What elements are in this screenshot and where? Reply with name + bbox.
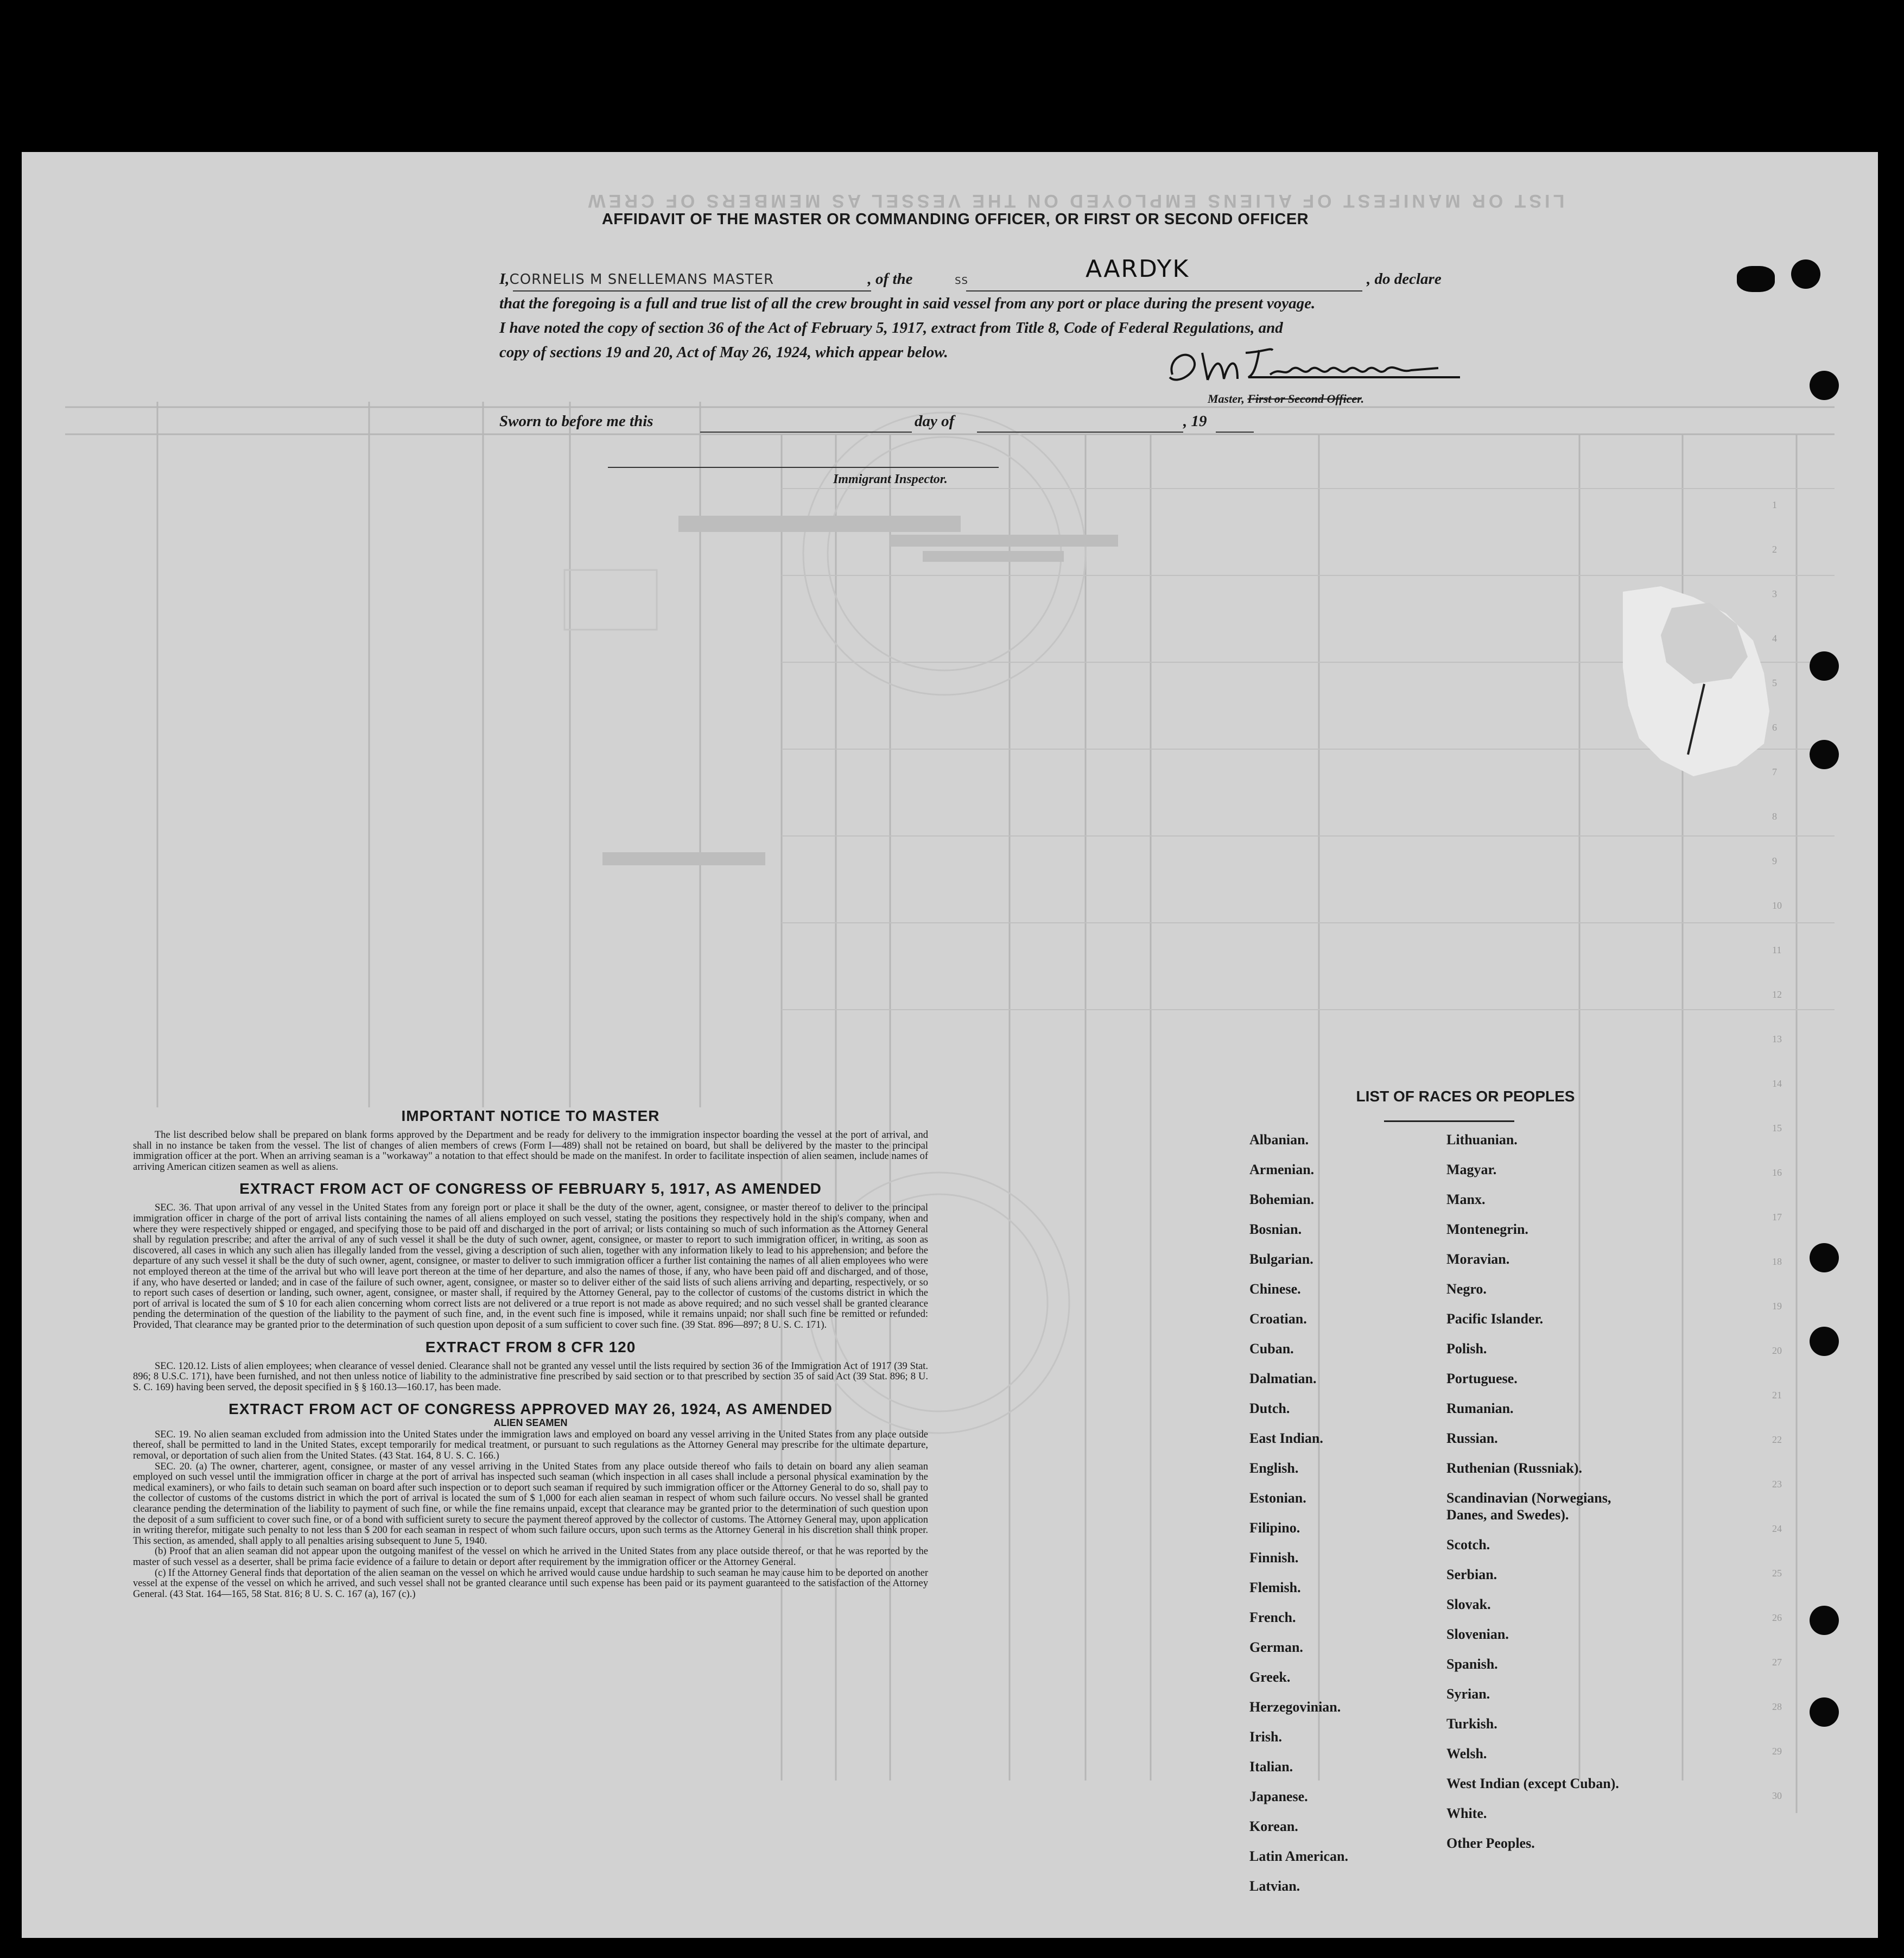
race-item: Albanian.: [1249, 1132, 1309, 1148]
notice-body: The list described below shall be prepared on blank forms approved by the Department and be ready for delivery to the immigration inspector boarding the vessel at the port of arrival, and shall in no instance be taken from the vessel. The list of changes of alien members of crews (Form I—489) shall not be retained on board, but shall be delivered by the master to the principal immigration officer at the port. When an arriving seaman is a "workaway" a notation to that effect should be made on the manifest. In order to facilitate inspection of alien seamen, include names of arriving American citizen seamen as well as aliens.: [133, 1130, 928, 1173]
extract-1924-title: EXTRACT FROM ACT OF CONGRESS APPROVED MAY 26, 1924, AS AMENDED: [229, 1401, 833, 1418]
row-number: 23: [1772, 1479, 1782, 1490]
race-item: White.: [1446, 1805, 1487, 1821]
race-item: Irish.: [1249, 1729, 1282, 1745]
manifest-sheet: [22, 152, 1878, 1938]
race-item: Scandinavian (Norwegians,: [1446, 1490, 1611, 1506]
binder-hole: [1810, 651, 1839, 681]
row-number: 14: [1772, 1078, 1782, 1089]
row-number: 2: [1772, 544, 1777, 555]
race-item: English.: [1249, 1460, 1299, 1476]
race-item: Syrian.: [1446, 1686, 1490, 1702]
race-item: Magyar.: [1446, 1162, 1497, 1177]
inspector-label: Immigrant Inspector.: [833, 472, 948, 486]
declaration-line-2: that the foregoing is a full and true list of all the crew brought in said vessel from any port or place during the present voyage.: [499, 295, 1316, 312]
row-number: 6: [1772, 722, 1777, 733]
extract-cfr-body: SEC. 120.12. Lists of alien employees; when clearance of vessel denied. Clearance shall not be granted any vessel until the lists required by section 36 of the Immigration Act of 1917 (39 Stat. 896; 8 U.S.C. 171), have been furnished, and not then unless notice of liability to the administrative fine prescribed by said section or to that prescribed by section 35 of said Act (39 Stat. 896; 8 U. S. C. 169) having been served, the deposit specified in § § 160.13—160.17, has been made.: [133, 1360, 928, 1393]
race-item: Flemish.: [1249, 1580, 1301, 1595]
row-number: 13: [1772, 1034, 1782, 1044]
race-item: Japanese.: [1249, 1789, 1308, 1804]
row-number: 30: [1772, 1790, 1782, 1801]
row-number: 10: [1772, 900, 1782, 911]
race-item: Filipino.: [1249, 1520, 1300, 1536]
race-item: Dalmatian.: [1249, 1371, 1317, 1386]
race-item: Serbian.: [1446, 1567, 1497, 1582]
race-item: Spanish.: [1446, 1656, 1498, 1672]
vessel-name-underline: [966, 290, 1362, 292]
race-item: Ruthenian (Russniak).: [1446, 1460, 1582, 1476]
declaration-line-1: [499, 270, 1011, 288]
row-number: 16: [1772, 1167, 1782, 1178]
race-item: Manx.: [1446, 1192, 1486, 1207]
races-title: LIST OF RACES OR PEOPLES: [1356, 1088, 1575, 1105]
row-number: 22: [1772, 1434, 1782, 1445]
row-number: 4: [1772, 633, 1777, 644]
caption-end: .: [1361, 392, 1364, 405]
race-item: Montenegrin.: [1446, 1221, 1528, 1237]
race-item: Other Peoples.: [1446, 1835, 1535, 1851]
sworn-text: Sworn to before me this: [499, 413, 653, 430]
race-item: Moravian.: [1446, 1251, 1510, 1267]
binder-hole: [1737, 266, 1775, 292]
extract-cfr-title: EXTRACT FROM 8 CFR 120: [425, 1338, 636, 1355]
race-item: Latvian.: [1249, 1878, 1300, 1894]
race-item: German.: [1249, 1639, 1303, 1655]
row-number: 18: [1772, 1256, 1782, 1267]
race-item: Latin American.: [1249, 1848, 1348, 1864]
race-item: Armenian.: [1249, 1162, 1315, 1177]
month-underline: [977, 432, 1183, 433]
race-item: Herzegovinian.: [1249, 1699, 1341, 1715]
line1-prefix: I,: [499, 270, 510, 288]
row-number: 1: [1772, 499, 1777, 510]
declaration-line-4: copy of sections 19 and 20, Act of May 26, 1924, which appear below.: [499, 344, 948, 361]
reverse-header-ghost: LIST OR MANIFEST OF ALIENS EMPLOYED ON THE VESSEL AS MEMBERS OF CREW: [585, 191, 1565, 211]
extract-1924-sec20a: SEC. 20. (a) The owner, charterer, agent, consignee, or master of any vessel arriving in the United States from any place outside thereof who fails to detain on board any alien seaman employed on such vessel until the immigration officer in charge at the port of arrival has inspected such seaman (which inspection in all cases shall include a personal physical examination by the medical examiners), or who fails to detain such seaman on board after such inspection or to deport such seaman if required by such immigration officer or the Attorney General to do so, shall pay to the collector of customs of the customs district in which the port of arrival is located the sum of $ 1,000 for each alien seaman in respect of whom such failure occurs. No vessel shall be granted clearance pending the determination of the liability to payment of such fine, or while the fine remains unpaid, except that clearance may be granted prior to the determination of such question upon the deposit of a sum sufficient to cover such fine, or of a bond with sufficient surety to secure the payment thereof approved by the collector of customs. The Attorney General may, upon application in writing therefor, mitigate such penalty to not less than $ 200 for each seaman in respect of whom such failure occurs, upon such terms as the Attorney General in his discretion shall think proper. This section, as amended, shall apply to all penalties arising subsequent to June 5, 1940.: [133, 1461, 928, 1547]
race-item: Pacific Islander.: [1446, 1311, 1544, 1327]
race-item: Turkish.: [1446, 1716, 1497, 1732]
extract-1924-sec20c: (c) If the Attorney General finds that deportation of the alien seaman on the vessel on which he arrived would cause undue hardship to such seaman he may cause him to be deported on another vessel at the expense of the vessel on which he arrived, and such vessel shall not be granted clearance until such expense has been paid or its payment guaranteed to the satisfaction of the Attorney General. (43 Stat. 164—165, 58 Stat. 816; 8 U. S. C. 167 (a), 167 (c).): [133, 1567, 928, 1600]
row-number: 8: [1772, 811, 1777, 822]
line1-suffix: , do declare: [1367, 270, 1442, 288]
vessel-prefix-handwritten: SS: [955, 275, 968, 287]
race-item: Estonian.: [1249, 1490, 1306, 1506]
race-item: East Indian.: [1249, 1430, 1323, 1446]
race-item: Finnish.: [1249, 1550, 1299, 1566]
races-title-rule: [1384, 1120, 1514, 1122]
extract-1924-sec20b: (b) Proof that an alien seaman did not appear upon the outgoing manifest of the vessel on which he arrived in the United States from any place outside thereof, or that he was reported by the master of such vessel as a deserter, shall be prima facie evidence of a failure to detain or deport after requirement by the immigration officer or the Attorney General.: [133, 1546, 928, 1568]
line1-mid: , of the: [867, 270, 913, 288]
signature-caption: [1208, 392, 1364, 406]
race-item: French.: [1249, 1610, 1296, 1625]
notice-title: IMPORTANT NOTICE TO MASTER: [401, 1107, 660, 1124]
race-item: Lithuanian.: [1446, 1132, 1518, 1148]
row-number: 17: [1772, 1212, 1782, 1222]
vessel-name: AARDYK: [1086, 255, 1190, 283]
binder-hole: [1810, 740, 1839, 769]
race-item: Slovak.: [1446, 1596, 1491, 1612]
binder-hole: [1791, 259, 1820, 289]
row-number: 21: [1772, 1390, 1782, 1401]
affidavit-title: AFFIDAVIT OF THE MASTER OR COMMANDING OFFICER, OR FIRST OR SECOND OFFICER: [601, 211, 1309, 228]
declaration-line-3: I have noted the copy of section 36 of the Act of February 5, 1917, extract from Title 8, Code of Federal Regulations, and: [499, 319, 1283, 337]
caption-master: Master,: [1208, 392, 1245, 405]
extract-1924-sec19: SEC. 19. No alien seaman excluded from admission into the United States under the immigration laws and employed on board any vessel arriving in the United States from any place outside thereof, shall be permitted to land in the United States, except temporarily for medical treatment, or pursuant to such regulations as the Attorney General may prescribe for the ultimate departure, removal, or deportation of such alien from the United States. (43 Stat. 164, 8 U. S. C. 166.): [133, 1429, 928, 1462]
row-number: 7: [1772, 766, 1777, 777]
binder-hole: [1810, 371, 1839, 400]
extract-1917-title: EXTRACT FROM ACT OF CONGRESS OF FEBRUARY 5, 1917, AS AMENDED: [239, 1180, 822, 1197]
row-number: 26: [1772, 1612, 1782, 1623]
row-number: 27: [1772, 1657, 1782, 1668]
race-item: Portuguese.: [1446, 1371, 1518, 1386]
race-item: Negro.: [1446, 1281, 1487, 1297]
extract-1924-subtitle: ALIEN SEAMEN: [493, 1417, 568, 1429]
row-number: 3: [1772, 588, 1777, 599]
master-name-underline: [513, 290, 871, 292]
row-number: 20: [1772, 1345, 1782, 1356]
race-item: Cuban.: [1249, 1341, 1294, 1357]
race-item: Bosnian.: [1249, 1221, 1302, 1237]
race-item: Croatian.: [1249, 1311, 1307, 1327]
race-item: Russian.: [1446, 1430, 1498, 1446]
row-number: 25: [1772, 1568, 1782, 1579]
year-prefix: , 19: [1183, 413, 1207, 430]
race-item: Scotch.: [1446, 1537, 1490, 1553]
row-number: 12: [1772, 989, 1782, 1000]
master-name-handwritten: CORNELIS M SNELLEMANS MASTER: [509, 271, 775, 288]
day-of-text: day of: [915, 413, 955, 430]
race-item: Danes, and Swedes).: [1446, 1507, 1569, 1523]
race-item: Bohemian.: [1249, 1192, 1315, 1207]
race-item: Chinese.: [1249, 1281, 1301, 1297]
race-item: Polish.: [1446, 1341, 1487, 1357]
row-number: 24: [1772, 1523, 1782, 1534]
sworn-day-underline: [700, 432, 912, 433]
race-item: West Indian (except Cuban).: [1446, 1776, 1619, 1791]
row-number: 15: [1772, 1123, 1782, 1133]
row-number: 5: [1772, 677, 1777, 688]
master-signature: [1156, 337, 1460, 396]
caption-struck-officer: First or Second Officer: [1247, 392, 1361, 405]
race-item: Welsh.: [1446, 1746, 1487, 1761]
row-number: 19: [1772, 1301, 1782, 1311]
race-item: Italian.: [1249, 1759, 1293, 1775]
row-number: 28: [1772, 1701, 1782, 1712]
race-item: Bulgarian.: [1249, 1251, 1313, 1267]
race-item: Korean.: [1249, 1818, 1298, 1834]
row-number: 11: [1772, 945, 1782, 955]
race-item: Slovenian.: [1446, 1626, 1509, 1642]
binder-hole: [1810, 1606, 1839, 1635]
inspector-signature-line: [608, 467, 999, 468]
race-item: Rumanian.: [1446, 1401, 1514, 1416]
binder-hole: [1810, 1243, 1839, 1272]
year-underline: [1216, 432, 1254, 433]
race-item: Greek.: [1249, 1669, 1291, 1685]
race-item: Dutch.: [1249, 1401, 1290, 1416]
extract-1917-body: SEC. 36. That upon arrival of any vessel in the United States from any foreign port or place it shall be the duty of the owner, agent, consignee, or master thereof to deliver to the principal immigration officer in charge of the port of arrival lists containing the names of all aliens employed on such vessel, stating the positions they respectively hold in the ship's company, when and where they were respectively shipped or engaged, and specifying those to be paid off and discharged in the port of arrival; or lists containing so much of such information as the Attorney General shall by regulation prescribe; and after the arrival of any of such vessel it shall be the duty of such owner, agent, consignee, or master to report to such immigration officer, in writing, as soon as discovered, all cases in which any such alien has illegally landed from the vessel, giving a description of such alien, together with any information likely to lead to his apprehension; and before the departure of any such vessel it shall be the duty of such owner, agent, consignee, or master to deliver to such immigration officer a further list containing the names of all alien employees who were not employed thereon at the time of the arrival but who will leave port thereon at the time of her departure, and also the names of those, if any, who have been paid off and discharged, and of those, if any, who have deserted or landed; and in case of the failure of such owner, agent, consignee, or master so to deliver either of the said lists of such aliens arriving and departing, respectively, or so to report such cases of desertion or landing, such owner, agent, consignee, or master shall, if required by the Attorney General, pay to the collector of customs of the customs district in which the port of arrival is located the sum of $ 10 for each alien concerning whom correct lists are not delivered or a true report is not made as above required; and no such vessel shall be granted clearance pending the determination of the question of the liability to the payment of such fine, and, in the event such fine is imposed, while it remains unpaid; nor shall such fine be remitted or refunded: Provided, That clearance may be granted prior to the determination of such question upon deposit of a sum sufficient to cover such fine. (39 Stat. 896—897; 8 U. S. C. 171).: [133, 1202, 928, 1330]
row-number: 29: [1772, 1746, 1782, 1757]
row-number: 9: [1772, 856, 1777, 866]
notice-to-master: [133, 1107, 928, 1600]
